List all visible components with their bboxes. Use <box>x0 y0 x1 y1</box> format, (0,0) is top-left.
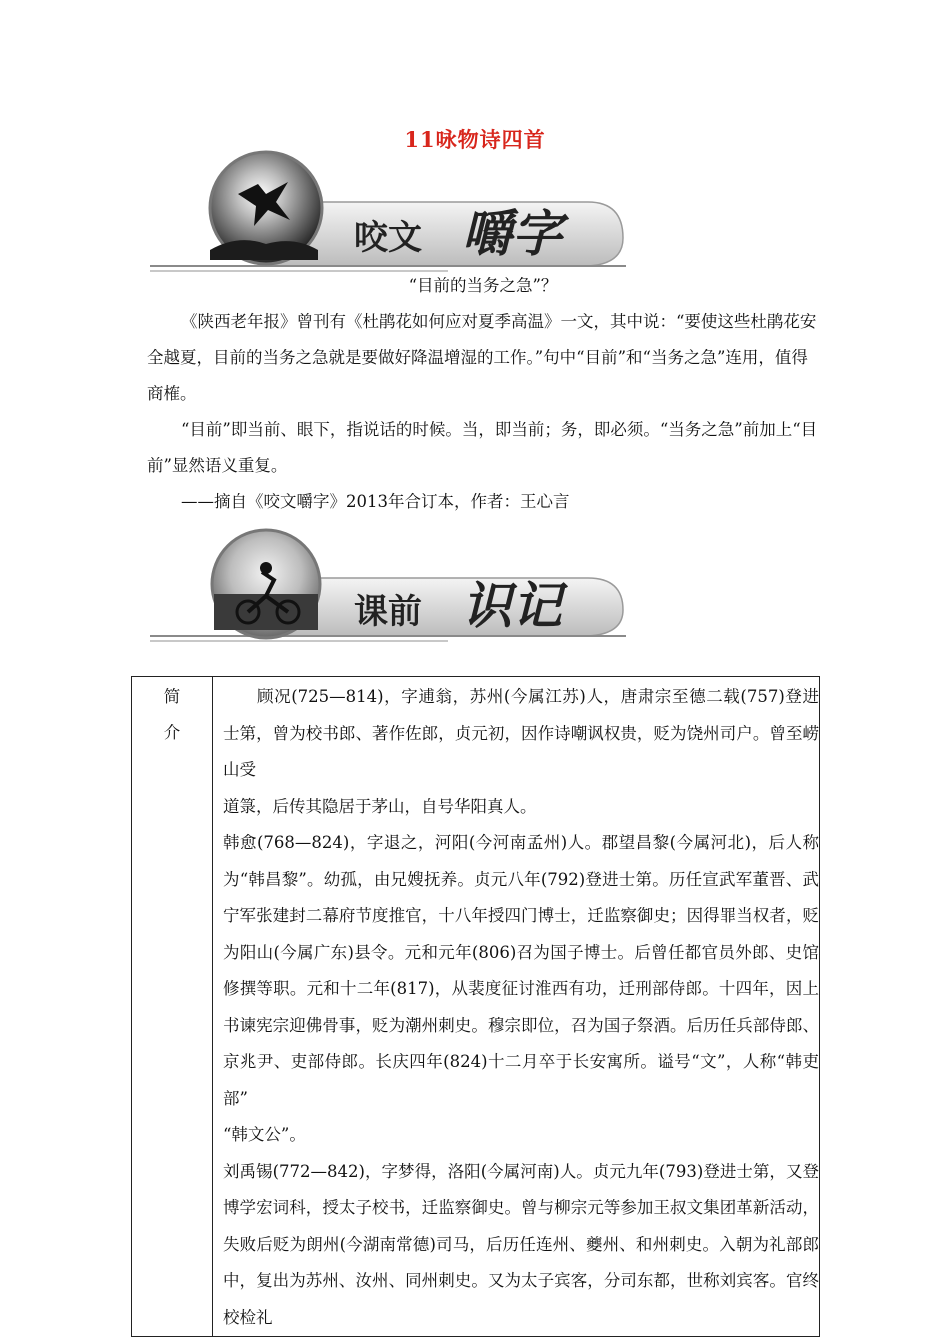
article-question: “目前的当务之急”？ <box>408 276 558 295</box>
bio-liu-yuxi: 刘禹锡(772—842)，字梦得，洛阳(今属河南)人。贞元九年(793)登进士第，又登博学宏词科，授太子校书，迁监察御史。曾与柳宗元等参加王叔文集团革新活动，失败后贬为朗州(今湖南常德)司马，后历任连州、夔州、和州刺史。入朝为礼部郎中，复出为苏州、汝州、同州刺史。又为太子宾客，分司东都，世称刘宾客。官终校检礼 <box>223 1161 819 1327</box>
bio-gu-kuang: 顾况(725—814)，字逋翁，苏州(今属江苏)人，唐肃宗至德二载(757)登进士第，曾为校书郎、著作佐郎，贞元初，因作诗嘲讽权贵，贬为饶州司户。曾至崂山受 <box>223 687 819 779</box>
article-paragraph: “目前”即当前、眼下，指说话的时候。当，即当前；务，即必须。“当务之急”前加上“目前”显然语义重复。 <box>147 420 818 475</box>
bio-label-char: 简 <box>163 687 181 706</box>
heading-big-text: 识记 <box>462 576 562 635</box>
page-title: 11咏物诗四首 <box>404 127 546 152</box>
bio-label-char: 介 <box>163 723 181 742</box>
article-block <box>147 268 819 520</box>
heading-big-text: 嚼字 <box>462 204 562 263</box>
article-source: ——摘自《咬文嚼字》2013年合订本，作者：王心言 <box>181 492 570 511</box>
section-banner-kechianshiji <box>148 524 628 664</box>
article-paragraph: 《陕西老年报》曾刊有《杜鹃花如何应对夏季高温》一文，其中说：“要使这些杜鹃花安全越夏，目前的当务之急就是要做好降温增湿的工作。”句中“目前”和“当务之急”连用，值得商榷。 <box>147 312 817 403</box>
author-bio-table <box>131 676 820 1337</box>
bio-gu-kuang-cont: 道箓，后传其隐居于茅山，自号华阳真人。 <box>223 796 537 816</box>
heading-small-text: 课前 <box>354 592 422 632</box>
heading-small-text: 咬文 <box>354 218 422 258</box>
bio-content-cell <box>213 677 820 1337</box>
bio-label-cell <box>132 677 213 1337</box>
bio-han-yu: 韩愈(768—824)，字退之，河阳(今河南孟州)人。郡望昌黎(今属河北)，后人称为“韩昌黎”。幼孤，由兄嫂抚养。贞元八年(792)登进士第。历任宣武军董晋、武宁军张建封二幕府节度推官，十八年授四门博士，迁监察御史；因得罪当权者，贬为阳山(今属广东)县令。元和元年(806)召为国子博士。后曾任都官员外郎、史馆修撰等职。元和十二年(817)，从裴度征讨淮西有功，迁刑部侍郎。十四年，因上书谏宪宗迎佛骨事，贬为潮州刺史。穆宗即位，召为国子祭酒。后历任兵部侍郎、京兆尹、吏部侍郎。长庆四年(824)十二月卒于长安寓所。谥号“文”，人称“韩吏部” <box>223 833 819 1108</box>
bio-han-yu-cont: “韩文公”。 <box>223 1125 306 1144</box>
